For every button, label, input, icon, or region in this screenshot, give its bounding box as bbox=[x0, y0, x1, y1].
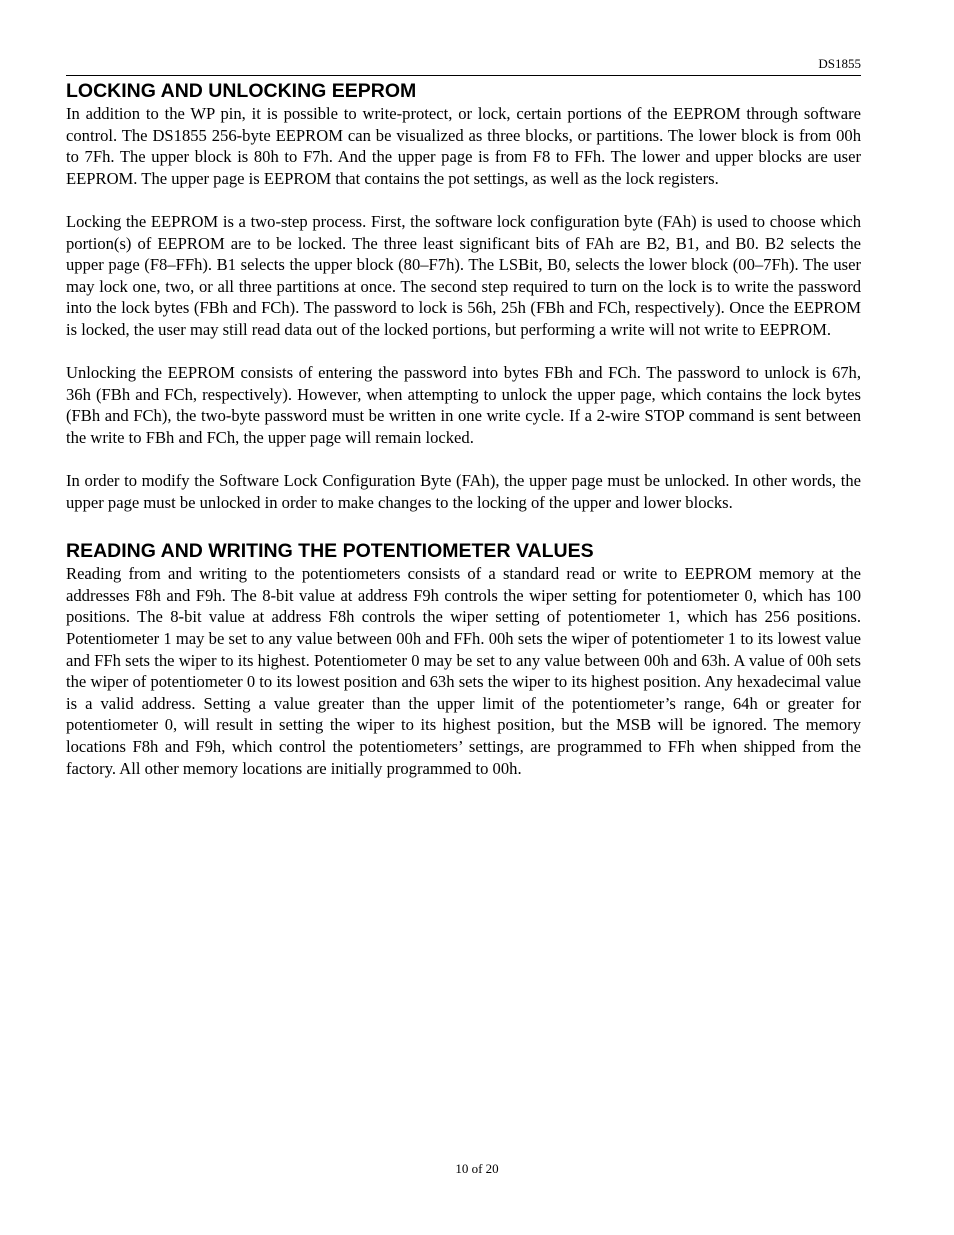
paragraph-locking-intro: In addition to the WP pin, it is possible to write-protect, or lock, certain portions of the EEPROM through software control. The DS1855 256-byte EEPROM can be visualized as three blocks, or partitions. The lower block is from 00h to 7Fh. The upper block is 80h to F7h. And the upper page is from F8 to FFh. The lower and upper blocks are user EEPROM. The upper page is EEPROM that contains the pot settings, as well as the lock registers. bbox=[66, 104, 861, 188]
paragraph-unlocking: Unlocking the EEPROM consists of entering the password into bytes FBh and FCh. The password to unlock is 67h, 36h (FBh and FCh, respectively). However, when attempting to unlock the upper page, which contains the lock bytes (FBh and FCh), the two-byte password must be written in one write cycle. If a 2-wire STOP command is sent between the write to FBh and FCh, the upper page will remain locked. bbox=[66, 363, 861, 447]
paragraph-modify-config: In order to modify the Software Lock Configuration Byte (FAh), the upper page must be unlocked. In other words, the upper page must be unlocked in order to make changes to the locking of the upper and lower blocks. bbox=[66, 471, 861, 512]
section-heading-locking: LOCKING AND UNLOCKING EEPROM bbox=[66, 80, 417, 102]
paragraph-locking-process: Locking the EEPROM is a two-step process. First, the software lock configuration byte (FAh) is used to choose which portion(s) of EEPROM are to be locked. The three least significant bits of FAh are B2, B1, and B0. B2 selects the upper page (F8–FFh). B1 selects the upper block (80–F7h). The LSBit, B0, selects the lower block (00–7Fh). The user may lock one, two, or all three partitions at once. The second step required to turn on the lock is to write the password into the lock bytes (FBh and FCh). The password to lock is 56h, 25h (FBh and FCh, respectively). Once the EEPROM is locked, the user may still read data out of the locked portions, but performing a write will not write to EEPROM. bbox=[66, 211, 861, 339]
section-heading-potentiometer: READING AND WRITING THE POTENTIOMETER VALUES bbox=[66, 540, 594, 563]
page-content bbox=[66, 79, 861, 779]
paragraph-potentiometer: Reading from and writing to the potentiometers consists of a standard read or write to EEPROM memory at the addresses F8h and F9h. The 8-bit value at address F9h controls the wiper setting for potentiometer 0, which has 100 positions. The 8-bit value at address F8h controls the wiper setting of potentiometer 1, which has 256 positions. Potentiometer 1 may be set to any value between 00h and FFh. 00h sets the wiper of potentiometer 1 to its lowest value and FFh sets the wiper to its highest. Potentiometer 0 may be set to any value between 00h and 63h. A value of 00h sets the wiper of potentiometer 0 to its lowest position and 63h sets the wiper to its highest position. Any hexadecimal value is a valid address. Setting a value greater than the upper limit of the potentiometer’s range, 64h or greater for potentiometer 0, will result in setting the wiper to its highest position, but the MSB will be ignored. The memory locations F8h and F9h, which control the potentiometers’ settings, are programmed to FFh when shipped from the factory. All other memory locations are initially programmed to 00h. bbox=[66, 564, 861, 778]
header-rule bbox=[66, 75, 861, 76]
page-number: 10 of 20 bbox=[455, 1161, 499, 1176]
document-id: DS1855 bbox=[818, 56, 861, 71]
